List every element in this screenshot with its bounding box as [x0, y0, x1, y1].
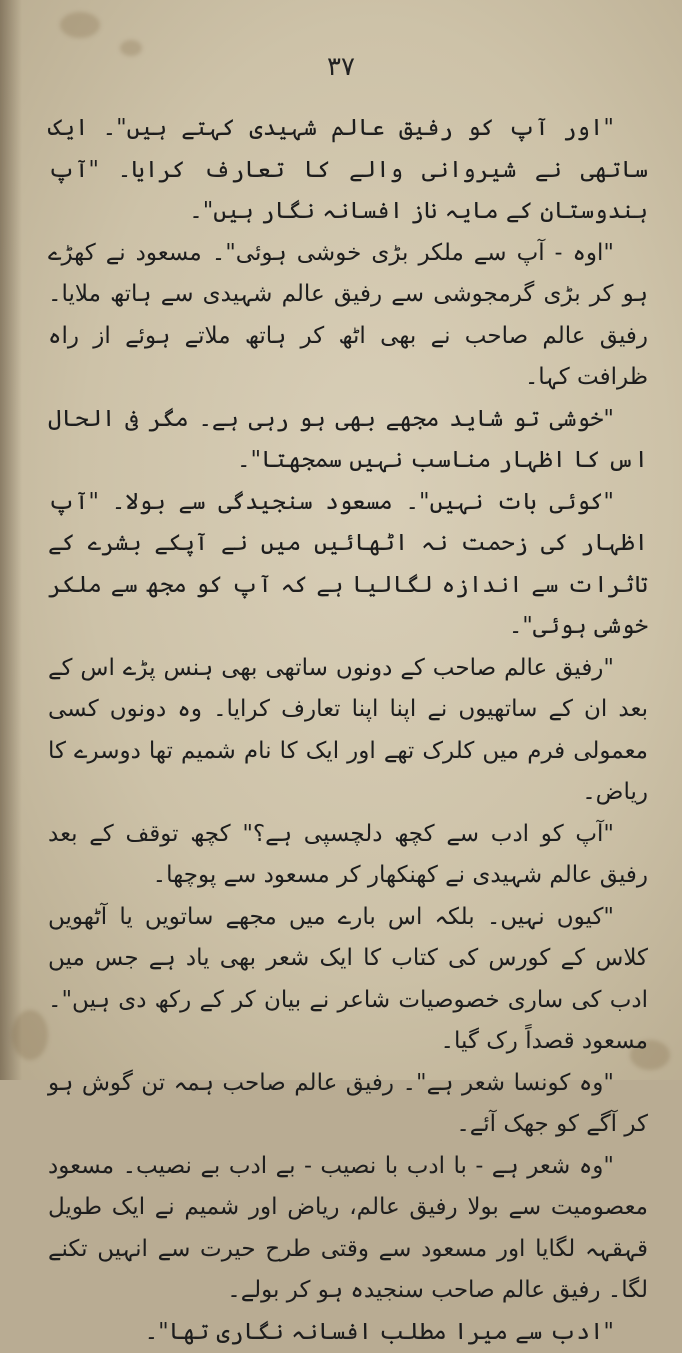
paragraph: "خوشی تو شاید مجھے بھی ہو رہی ہے۔ مگر فی الحال اس کا اظہار مناسب نہیں سمجھتا"۔	[48, 399, 648, 482]
paragraph: "کوئی بات نہیں"۔ مسعود سنجیدگی سے بولا۔ "آپ اظہار کی زحمت نہ اٹھائیں میں نے آپکے بشرے کے تاثرات سے اندازہ لگالیا ہے کہ آپ کو مجھ سے ملکر خوشی ہوئی"۔	[48, 482, 648, 648]
page-body	[48, 108, 648, 1353]
paragraph: "اور آپ کو رفیق عالم شہیدی کہتے ہیں"۔ ایک ساتھی نے شیروانی والے کا تعارف کرایا۔ "آپ ہندوستان کے مایہ ناز افسانہ نگار ہیں"۔	[48, 108, 648, 233]
paragraph: "وہ شعر ہے - با ادب با نصیب - بے ادب بے نصیب۔ مسعود معصومیت سے بولا رفیق عالم، ریاض اور شمیم نے ایک طویل قہقہہ لگایا اور مسعود سے وقتی طرح حیرت سے انہیں تکنے لگا۔ رفیق عالم صاحب سنجیدہ ہو کر بولے۔	[48, 1146, 648, 1312]
paragraph: "کیوں نہیں۔ بلکہ اس بارے میں مجھے ساتویں یا آٹھویں کلاس کے کورس کی کتاب کا ایک شعر بھی یاد ہے جس میں ادب کی ساری خصوصیات شاعر نے بیان کر کے رکھ دی ہیں"۔ مسعود قصداً رک گیا۔	[48, 897, 648, 1063]
paragraph: "رفیق عالم صاحب کے دونوں ساتھی بھی ہنس پڑے اس کے بعد ان کے ساتھیوں نے اپنا اپنا تعارف کرایا۔ وہ دونوں کسی معمولی فرم میں کلرک تھے اور ایک کا نام شمیم تھا دوسرے کا ریاض۔	[48, 648, 648, 814]
paragraph: "آپ کو ادب سے کچھ دلچسپی ہے؟" کچھ توقف کے بعد رفیق عالم شہیدی نے کھنکھار کر مسعود سے پوچھا۔	[48, 814, 648, 897]
paper-stain	[12, 1010, 48, 1060]
paper-stain	[60, 12, 100, 38]
paragraph: "ادب سے میرا مطلب افسانہ نگاری تھا"۔	[48, 1312, 648, 1353]
binding-shadow	[0, 0, 22, 1080]
paragraph: "وہ کونسا شعر ہے"۔ رفیق عالم صاحب ہمہ تن گوش ہو کر آگے کو جھک آئے۔	[48, 1063, 648, 1146]
page-number: ۳۷	[0, 52, 682, 82]
paragraph: "اوہ - آپ سے ملکر بڑی خوشی ہوئی"۔ مسعود نے کھڑے ہو کر بڑی گرمجوشی سے رفیق عالم شہیدی سے ہاتھ ملایا۔ رفیق عالم صاحب نے بھی اٹھ کر ہاتھ ملاتے ہوئے از راہ ظرافت کہا۔	[48, 233, 648, 399]
